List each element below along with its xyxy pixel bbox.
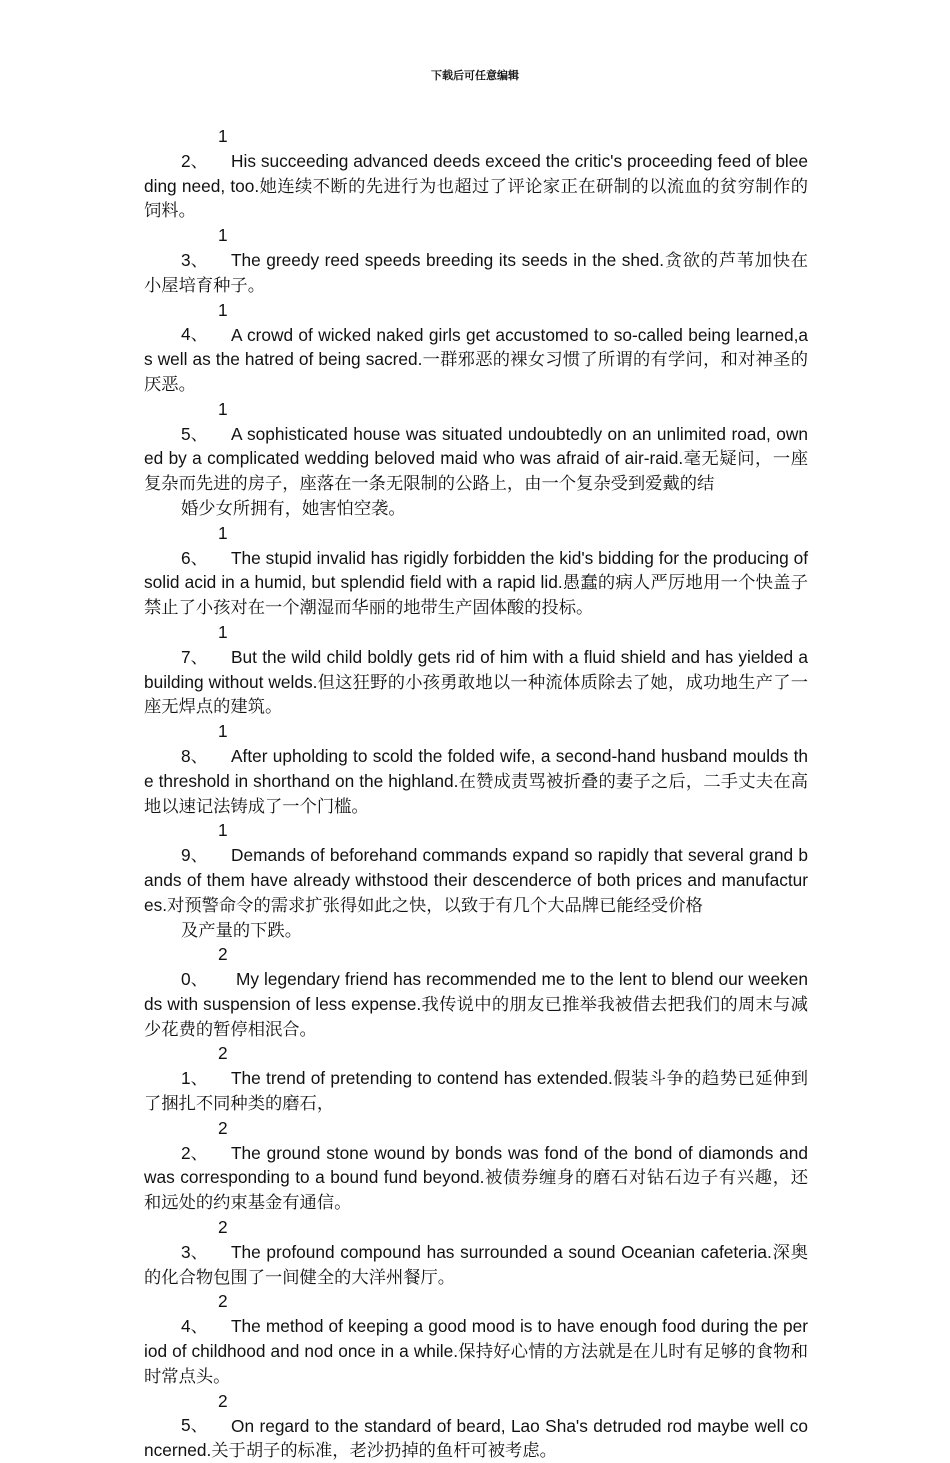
item-text: His succeeding advanced deeds exceed the critic's proceeding feed of bleeding need, too.她连续不断的先进行为也超过了评论家正在研制的以流血的贫穷制作的饲料。 (144, 150, 808, 221)
item-number: 24、 (181, 1291, 228, 1337)
item-number: 18、 (181, 721, 228, 766)
item-text: The method of keeping a good mood is to have enough food during the period of childhood and nod once in a while.保持好心情的方法就是在儿时有足够的食物和时常点头。 (144, 1316, 808, 1386)
paragraph-20 (144, 942, 808, 1041)
item-number: 12、 (181, 126, 228, 171)
paragraph-13 (144, 223, 808, 297)
paragraph-19 (144, 818, 808, 917)
item-text: The stupid invalid has rigidly forbidden the kid's bidding for the producing of solid acid in a humid, but splendid field with a rapid lid.愚蠢的病人严厉地用一个快盖子禁止了小孩对在一个潮湿而华丽的地带生产固体酸的投标。 (144, 547, 808, 618)
item-text: But the wild child boldly gets rid of him with a fluid shield and has yielded a building without welds.但这狂野的小孩勇敢地以一种流体质除去了她，成功地生产了一座无焊点的建筑。 (144, 646, 808, 717)
item-text: The profound compound has surrounded a sound Oceanian cafeteria.深奥的化合物包围了一间健全的大洋州餐厅。 (144, 1241, 808, 1287)
paragraph-23 (144, 1215, 808, 1289)
paragraph-18 (144, 719, 808, 818)
paragraph-15 (144, 397, 808, 496)
item-text: A sophisticated house was situated undoubtedly on an unlimited road, owned by a complicated wedding beloved maid who was afraid of air-raid.毫无疑问，一座复杂而先进的房子，座落在一条无限制的公路上，由一个复杂受到爱戴的结 (144, 423, 808, 494)
paragraph-25 (144, 1389, 808, 1463)
paragraph-24 (144, 1289, 808, 1388)
item-text: The greedy reed speeds breeding its seeds in the shed.贪欲的芦苇加快在小屋培育种子。 (144, 249, 808, 295)
item-text: On regard to the standard of beard, Lao Sha's detruded rod maybe well concerned.关于胡子的标准，老沙扔掉的鱼杆可被考虑。 (144, 1415, 808, 1461)
item-number: 14、 (181, 299, 228, 345)
item-text: My legendary friend has recommended me to the lent to blend our weekends with suspension of less expense.我传说中的朋友已推举我被借去把我们的周末与减少花费的暂停相泯合。 (144, 969, 808, 1039)
item-text: The ground stone wound by bonds was fond of the bond of diamonds and was corresponding to a bound fund beyond.被债券缠身的磨石对钻石边子有兴趣，还和远处的约束基金有通信。 (144, 1142, 808, 1213)
item-number: 22、 (181, 1117, 228, 1163)
page-header: 下载后可任意编辑 (431, 70, 519, 82)
paragraph-22 (144, 1116, 808, 1215)
paragraph-16 (144, 521, 808, 620)
item-number: 15、 (181, 398, 228, 444)
paragraph-21 (144, 1041, 808, 1115)
paragraph-14 (144, 298, 808, 397)
item-number: 17、 (181, 621, 228, 667)
item-number: 21、 (181, 1043, 228, 1089)
item-number: 25、 (181, 1390, 228, 1436)
item-number: 16、 (181, 522, 228, 568)
item-text: The trend of pretending to contend has extended.假装斗争的趋势已延伸到了捆扎不同种类的磨石， (144, 1068, 808, 1114)
item-text: Demands of beforehand commands expand so rapidly that several grand bands of them have already withstood their descenderce of both prices and manufactures.对预警命令的需求扩张得如此之快，以致于有几个大品牌已能经受价格 (144, 845, 808, 915)
paragraph-17 (144, 620, 808, 719)
item-text: After upholding to scold the folded wife, a second-hand husband moulds the threshold in shorthand on the highland.在赞成责骂被折叠的妻子之后，二手丈夫在高地以速记法铸成了一个门槛。 (144, 745, 808, 816)
paragraph-19-continuation: 及产量的下跌。 (181, 919, 302, 940)
item-number: 19、 (181, 820, 228, 866)
item-number: 23、 (181, 1217, 228, 1262)
item-number: 13、 (181, 225, 228, 270)
paragraph-12 (144, 124, 808, 223)
item-number: 20、 (181, 944, 228, 990)
document-body (144, 124, 808, 1463)
paragraph-15-continuation: 婚少女所拥有，她害怕空袭。 (181, 497, 406, 518)
item-text: A crowd of wicked naked girls get accustomed to so-called being learned,as well as the hatred of being sacred.一群邪恶的裸女习惯了所谓的有学问，和对神圣的厌恶。 (144, 324, 808, 394)
